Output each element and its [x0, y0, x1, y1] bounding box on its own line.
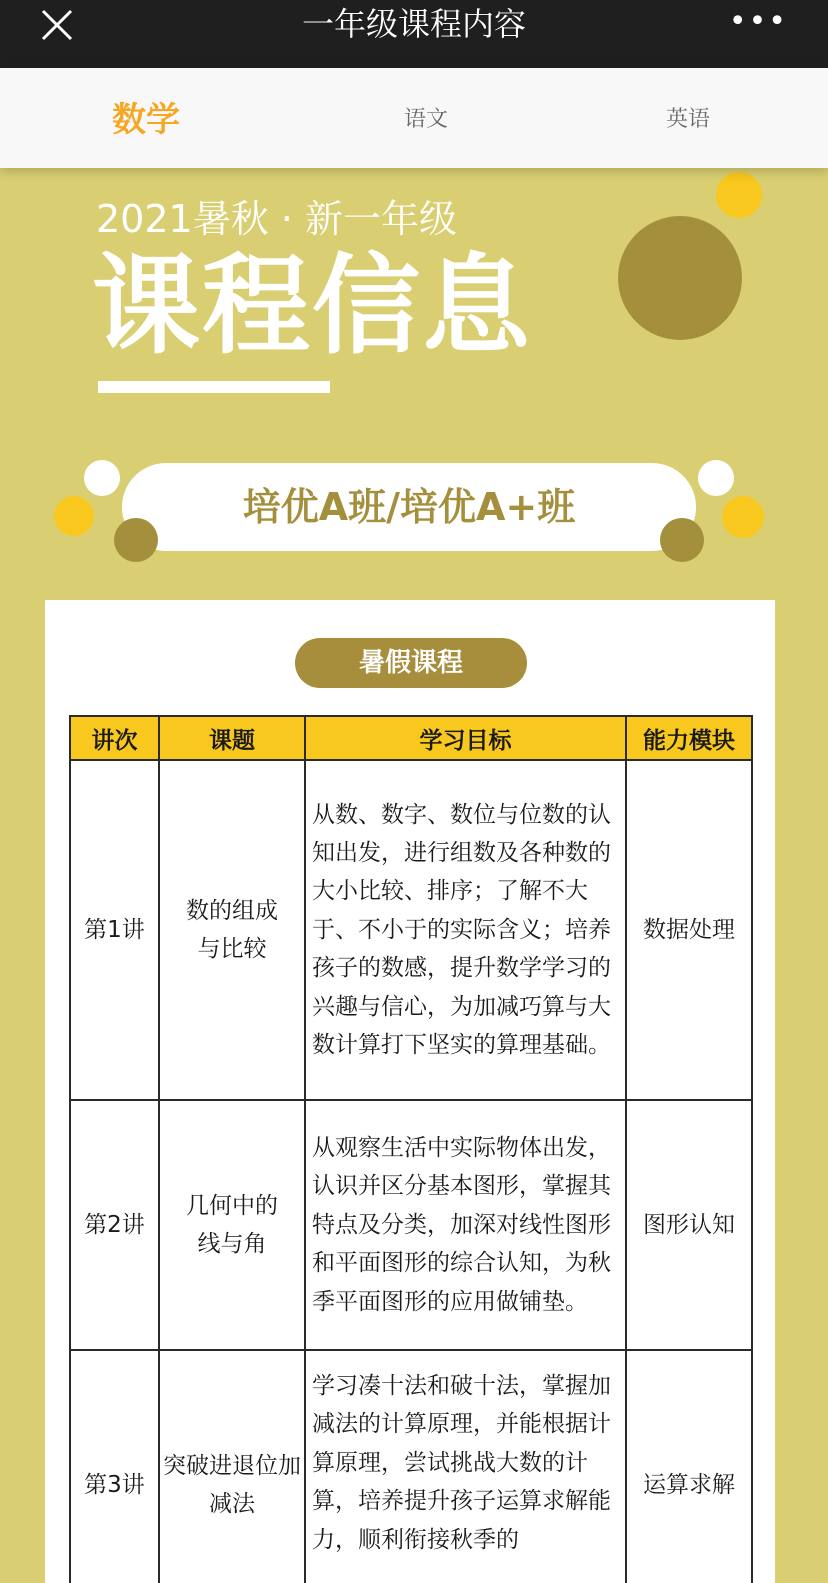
decor-circle-olive-left: [114, 518, 158, 562]
subject-tabs: [0, 68, 828, 168]
class-label-banner: 培优A班/培优A+班: [122, 463, 696, 551]
decor-circle-white-left: [84, 460, 120, 496]
course-poster: [0, 168, 828, 1583]
table-row: [70, 1350, 752, 1583]
hero-title: 课程信息: [92, 244, 533, 369]
cell-lecture: 第3讲: [70, 1350, 159, 1583]
title-bar: [0, 0, 828, 68]
decor-circle-yellow-right: [722, 496, 764, 538]
decor-circle-large-olive: [618, 216, 742, 340]
cell-module: 运算求解: [626, 1350, 752, 1583]
more-icon[interactable]: •••: [728, 4, 788, 39]
section-tag: 暑假课程: [295, 638, 527, 688]
header-topic: 课题: [159, 716, 305, 760]
header-module: 能力模块: [626, 716, 752, 760]
table-row: [70, 1100, 752, 1350]
header-goal: 学习目标: [305, 716, 626, 760]
header-lecture: 讲次: [70, 716, 159, 760]
cell-goal: 从数、数字、数位与位数的认知出发，进行组数及各种数的大小比较、排序；了解不大于、不小于的实际含义；培养孩子的数感，提升数学学习的兴趣与信心，为加减巧算与大数计算打下坚实的算理基础。: [305, 760, 626, 1100]
tab-english[interactable]: 英语: [665, 107, 710, 132]
cell-lecture: 第2讲: [70, 1100, 159, 1350]
window-title: 一年级课程内容: [301, 5, 526, 43]
decor-circle-small-yellow: [716, 172, 762, 218]
decor-circle-yellow-left: [54, 496, 94, 536]
hero-subtitle: 2021暑秋 · 新一年级: [96, 197, 457, 241]
cell-lecture: 第1讲: [70, 760, 159, 1100]
cell-topic: 突破进退位加减法: [159, 1350, 305, 1583]
cell-goal: 学习凑十法和破十法，掌握加减法的计算原理，并能根据计算原理，尝试挑战大数的计算，培养提升孩子运算求解能力，顺利衔接秋季的: [305, 1350, 626, 1583]
course-card: [45, 600, 775, 1583]
course-table: [69, 715, 753, 1583]
cell-goal: 从观察生活中实际物体出发，认识并区分基本图形，掌握其特点及分类，加深对线性图形和平面图形的综合认知，为秋季平面图形的应用做铺垫。: [305, 1100, 626, 1350]
tab-math[interactable]: 数学: [112, 100, 180, 140]
decor-circle-white-right: [698, 460, 734, 496]
table-row: [70, 760, 752, 1100]
decor-circle-olive-right: [660, 518, 704, 562]
cell-module: 图形认知: [626, 1100, 752, 1350]
cell-topic: 数的组成与比较: [159, 760, 305, 1100]
cell-module: 数据处理: [626, 760, 752, 1100]
hero-underline: [98, 381, 330, 393]
table-header-row: [70, 716, 752, 760]
cell-topic: 几何中的线与角: [159, 1100, 305, 1350]
tab-chinese[interactable]: 语文: [403, 107, 448, 132]
